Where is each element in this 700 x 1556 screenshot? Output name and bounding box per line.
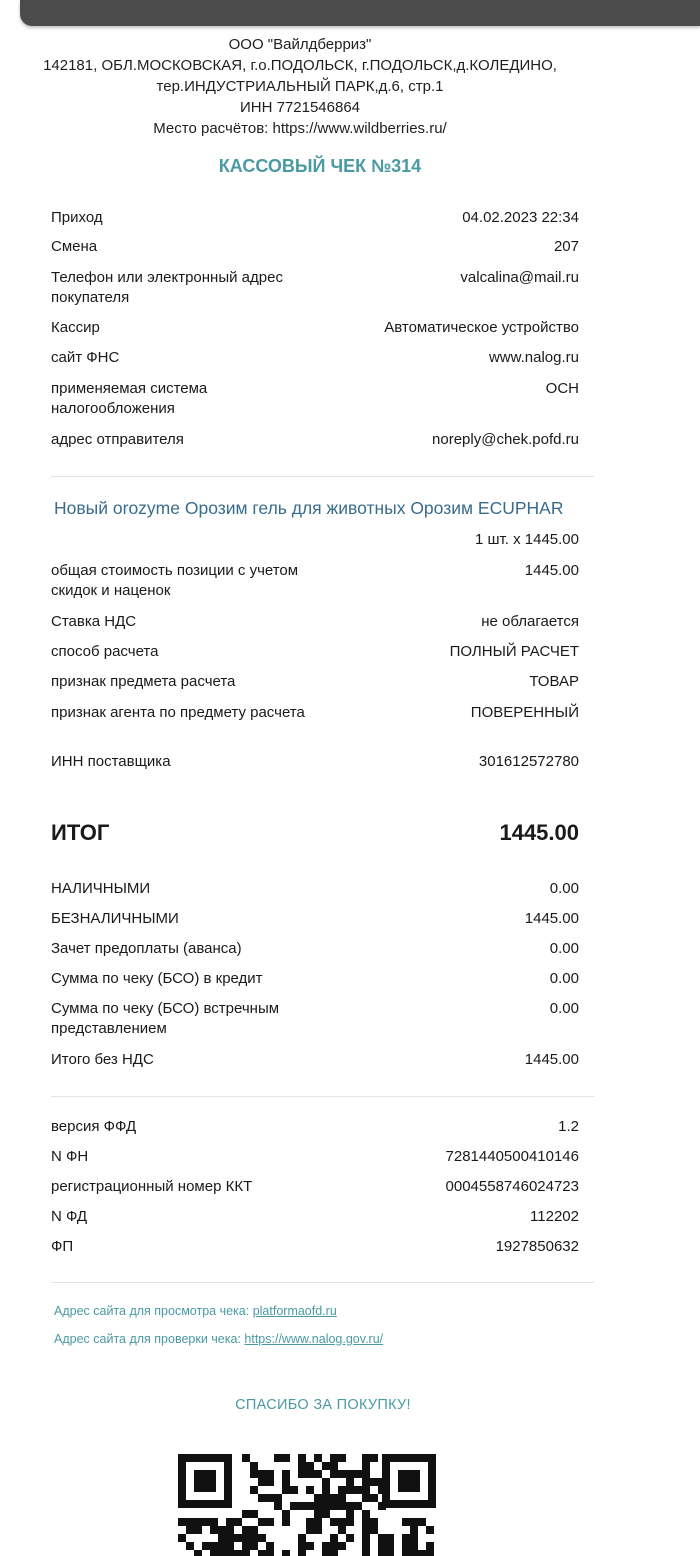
payment-row (51, 1050, 579, 1070)
fiscal-value: 1927850632 (495, 1238, 579, 1255)
info-label: Приход (51, 209, 103, 226)
payment-row (51, 879, 579, 899)
payment-value: 1445.00 (524, 910, 579, 927)
receipt-title: КАССОВЫЙ ЧЕК №314 (218, 156, 422, 176)
payment-row (51, 969, 579, 989)
payment-value: 0.00 (549, 1000, 579, 1017)
divider (51, 476, 594, 477)
item-row (51, 612, 579, 632)
fiscal-label: версия ФФД (51, 1118, 137, 1135)
info-label: сайт ФНС (51, 349, 120, 366)
payment-value: 0.00 (549, 880, 579, 897)
item-row (51, 561, 579, 601)
receipt-header (0, 34, 600, 139)
info-value: Автоматическое устройство (384, 319, 579, 336)
info-row (51, 237, 579, 257)
info-value: 207 (553, 238, 579, 255)
fiscal-label: N ФН (51, 1148, 89, 1165)
check-receipt-line (54, 1332, 383, 1346)
item-value: 301612572780 (478, 753, 579, 770)
payment-value: 0.00 (549, 940, 579, 957)
fiscal-row (51, 1237, 579, 1257)
top-bar (20, 0, 700, 26)
info-row (51, 348, 579, 368)
item-value: ТОВАР (529, 673, 579, 690)
item-row (51, 752, 579, 772)
item-value: ПОЛНЫЙ РАСЧЕТ (449, 643, 579, 660)
item-row (51, 672, 579, 692)
address-line-1: 142181, ОБЛ.МОСКОВСКАЯ, г.о.ПОДОЛЬСК, г.ПОДОЛЬСК,д.КОЛЕДИНО, (43, 57, 557, 74)
info-value: noreply@chek.pofd.ru (432, 431, 579, 448)
info-row (51, 268, 579, 308)
total-value: 1445.00 (499, 820, 579, 845)
qr-code-icon (176, 1452, 438, 1556)
item-value: ПОВЕРЕННЫЙ (470, 704, 579, 721)
qr-code (176, 1452, 438, 1556)
payment-row (51, 939, 579, 959)
item-value: 1445.00 (524, 562, 579, 579)
info-label: Телефон или электронный адрес покупателя (51, 269, 283, 306)
item-label: признак предмета расчета (51, 673, 236, 690)
total-row (51, 820, 579, 846)
info-label: применяемая система налогообложения (51, 380, 208, 417)
fiscal-label: ФП (51, 1238, 74, 1255)
fiscal-value: 7281440500410146 (445, 1148, 579, 1165)
view-receipt-label: Адрес сайта для просмотра чека: (54, 1304, 250, 1318)
info-value: ОСН (545, 380, 579, 397)
item-qty-price: 1 шт. x 1445.00 (475, 531, 579, 548)
item-value: не облагается (481, 613, 579, 630)
item-row (51, 642, 579, 662)
info-row (51, 208, 579, 228)
payment-label: Итого без НДС (51, 1051, 154, 1068)
payment-value: 0.00 (549, 970, 579, 987)
info-value: 04.02.2023 22:34 (462, 209, 579, 226)
info-row (51, 430, 579, 450)
settlement-place: Место расчётов: https://www.wildberries.ru/ (153, 120, 447, 137)
info-label: Смена (51, 238, 98, 255)
company-name: ООО "Вайлдберриз" (228, 36, 372, 53)
item-label: признак агента по предмету расчета (51, 704, 305, 721)
payment-label: НАЛИЧНЫМИ (51, 880, 151, 897)
fiscal-row (51, 1147, 579, 1167)
info-row (51, 318, 579, 338)
item-row (51, 703, 579, 723)
fiscal-row (51, 1207, 579, 1227)
divider (51, 1096, 594, 1097)
view-receipt-link[interactable]: platformaofd.ru (252, 1304, 337, 1318)
fiscal-row (51, 1177, 579, 1197)
company-inn: ИНН 7721546864 (239, 99, 361, 116)
payment-label: Зачет предоплаты (аванса) (51, 940, 242, 957)
info-row (51, 379, 579, 419)
divider (51, 1282, 594, 1283)
item-name: Новый orozyme Орозим гель для животных Орозим ECUPHAR (54, 498, 564, 518)
check-receipt-link[interactable]: https://www.nalog.gov.ru/ (244, 1332, 384, 1346)
item-qty-row (51, 530, 579, 550)
total-label: ИТОГ (51, 820, 110, 845)
fiscal-value: 0004558746024723 (445, 1178, 579, 1195)
view-receipt-line (54, 1304, 337, 1318)
payment-row (51, 999, 579, 1039)
payment-value: 1445.00 (524, 1051, 579, 1068)
item-label: способ расчета (51, 643, 159, 660)
check-receipt-label: Адрес сайта для проверки чека: (54, 1332, 241, 1346)
fiscal-row (51, 1117, 579, 1137)
payment-label: Сумма по чеку (БСО) в кредит (51, 970, 263, 987)
payment-label: Сумма по чеку (БСО) встречным представлением (51, 1000, 280, 1037)
info-value: www.nalog.ru (488, 349, 579, 366)
info-label: Кассир (51, 319, 100, 336)
address-line-2: тер.ИНДУСТРИАЛЬНЫЙ ПАРК,д.6, стр.1 (156, 78, 444, 95)
item-label: общая стоимость позиции с учетом скидок и наценок (51, 562, 299, 599)
info-value: valcalina@mail.ru (460, 269, 579, 286)
thanks-message: СПАСИБО ЗА ПОКУПКУ! (235, 1397, 411, 1413)
payment-label: БЕЗНАЛИЧНЫМИ (51, 910, 179, 927)
fiscal-label: регистрационный номер ККТ (51, 1178, 253, 1195)
fiscal-label: N ФД (51, 1208, 88, 1225)
fiscal-value: 112202 (530, 1208, 579, 1225)
item-label: ИНН поставщика (51, 753, 171, 770)
info-label: адрес отправителя (51, 431, 184, 448)
item-label: Ставка НДС (51, 613, 137, 630)
fiscal-value: 1.2 (558, 1118, 579, 1135)
payment-row (51, 909, 579, 929)
